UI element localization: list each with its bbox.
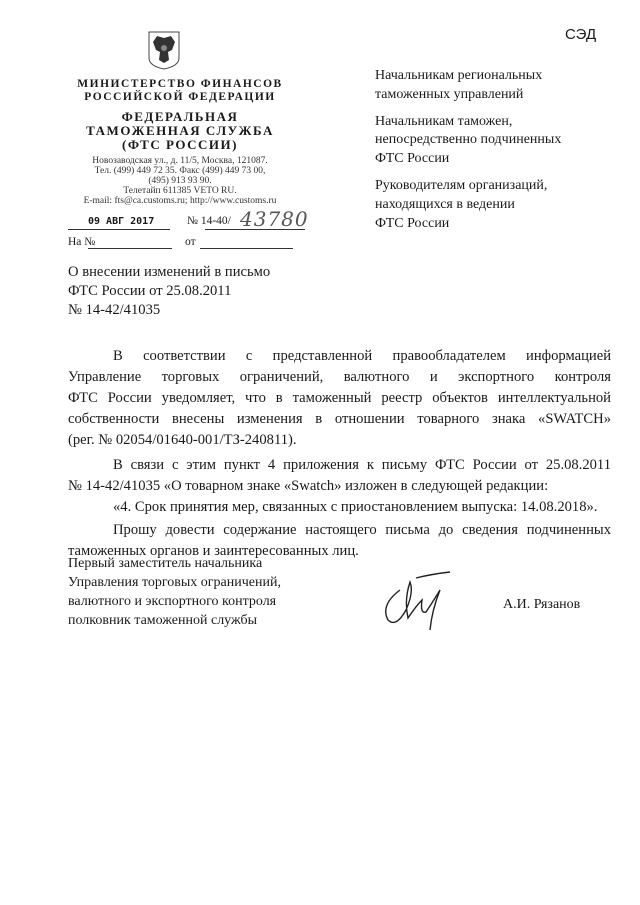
subject-line: О внесении изменений в письмо	[68, 264, 271, 280]
date-underline	[68, 229, 170, 230]
address-line: (495) 913 93 90.	[148, 176, 212, 186]
body-line: В связи с этим пункт 4 приложения к письму ФТС России от 25.08.2011	[113, 457, 611, 473]
coat-of-arms-icon	[147, 30, 181, 70]
body-line: ФТС России уведомляет, что в таможенный реестр объектов интеллектуальной	[68, 390, 611, 406]
addressee-line: Начальникам таможен,	[375, 114, 513, 129]
registration-date: 09 АВГ 2017	[88, 216, 155, 227]
addressee-line: Начальникам региональных	[375, 68, 543, 83]
body-line: собственности внесены изменения в отношении товарного знака «SWATCH»	[68, 411, 611, 427]
address-line: Новозаводская ул., д. 11/5, Москва, 121087.	[92, 156, 268, 166]
addressee-line: ФТС России	[375, 216, 450, 231]
subject-line: ФТС России от 25.08.2011	[68, 283, 232, 299]
signatory-position-line: Первый заместитель начальника	[68, 556, 263, 571]
signatory-position-line: полковник таможенной службы	[68, 613, 258, 628]
addressee-line: Руководителям организаций,	[375, 178, 548, 193]
ministry-line-1: МИНИСТЕРСТВО ФИНАНСОВ	[77, 78, 283, 90]
reference-label: На №	[68, 236, 96, 248]
service-line-2: ТАМОЖЕННАЯ СЛУЖБА	[86, 123, 274, 138]
number-underline	[205, 229, 305, 230]
addressee-line: находящихся в ведении	[375, 197, 515, 212]
address-line: E-mail: fts@ca.customs.ru; http://www.customs.ru	[83, 196, 277, 206]
body-line: таможенных органов и заинтересованных лиц.	[68, 543, 359, 559]
body-line: Прошу довести содержание настоящего письма до сведения подчиненных	[113, 522, 611, 538]
service-line-1: ФЕДЕРАЛЬНАЯ	[121, 109, 239, 124]
handwritten-signature	[370, 570, 460, 635]
reference-from-underline	[200, 248, 293, 249]
address-line: Телетайп 611385 VETO RU.	[123, 186, 237, 196]
sed-mark: СЭД	[565, 26, 597, 43]
addressee-line: таможенных управлений	[375, 87, 524, 102]
addressee-line: ФТС России	[375, 151, 450, 166]
signatory-name: А.И. Рязанов	[503, 597, 581, 612]
signatory-position-line: Управления торговых ограничений,	[68, 575, 281, 590]
reference-underline	[88, 248, 172, 249]
body-line: (рег. № 02054/01640-001/ТЗ-240811).	[68, 432, 297, 448]
reference-from-label: от	[185, 236, 196, 248]
ministry-line-2: РОССИЙСКОЙ ФЕДЕРАЦИИ	[84, 91, 276, 103]
signatory-position-line: валютного и экспортного контроля	[68, 594, 277, 609]
addressee-line: непосредственно подчиненных	[375, 132, 562, 147]
subject-line: № 14-42/41035	[68, 302, 161, 318]
body-line: «4. Срок принятия мер, связанных с приостановлением выпуска: 14.08.2018».	[113, 499, 598, 515]
body-line: № 14-42/41035 «О товарном знаке «Swatch» изложен в следующей редакции:	[68, 478, 549, 494]
registration-number-handwritten: 43780	[240, 207, 309, 231]
address-line: Тел. (499) 449 72 35. Факс (499) 449 73 00,	[94, 166, 266, 176]
registration-number-prefix: № 14-40/	[187, 215, 231, 227]
body-line: В соответствии с представленной правообладателем информацией	[113, 348, 611, 364]
body-line: Управление торговых ограничений, валютного и экспортного контроля	[68, 369, 611, 385]
service-line-3: (ФТС РОССИИ)	[122, 137, 238, 152]
